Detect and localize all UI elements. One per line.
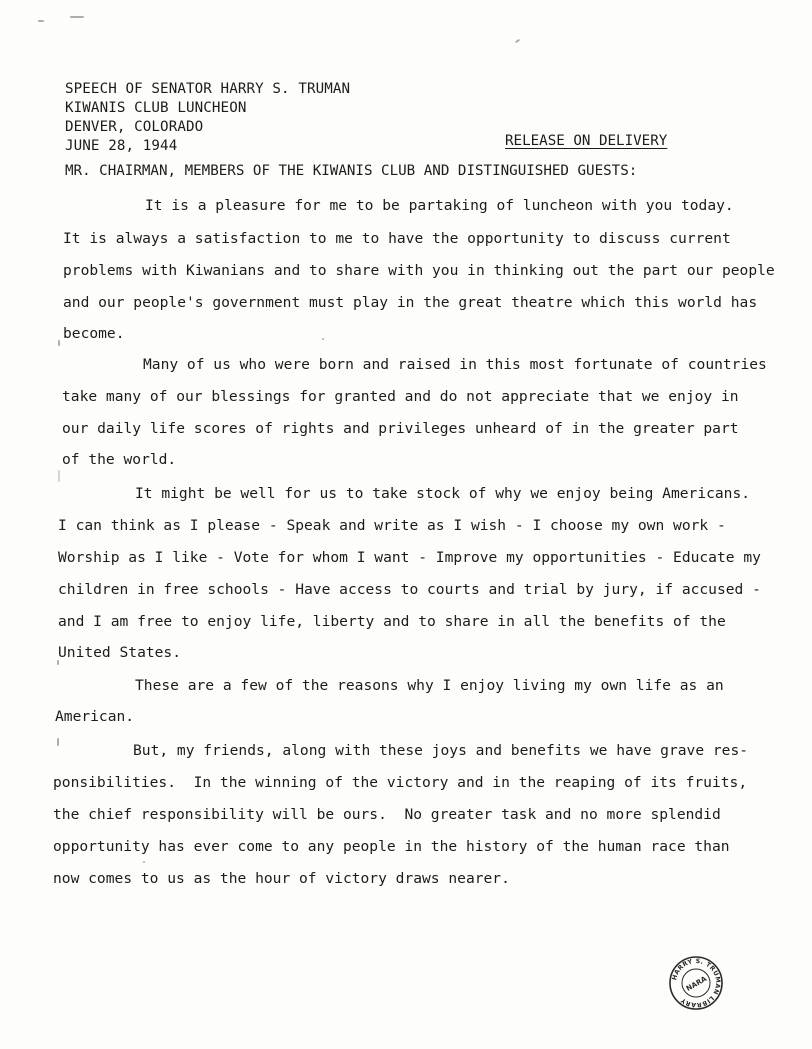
body-line: American. [55, 708, 135, 725]
release-notice: RELEASE ON DELIVERY [505, 133, 668, 149]
header-event: KIWANIS CLUB LUNCHEON [65, 100, 247, 116]
salutation: MR. CHAIRMAN, MEMBERS OF THE KIWANIS CLUB AND DISTINGUISHED GUESTS: [65, 163, 638, 179]
body-line: It might be well for us to take stock of why we enjoy being Americans. [135, 485, 751, 502]
body-line: problems with Kiwanians and to share with you in thinking out the part our people [63, 262, 775, 279]
body-line: take many of our blessings for granted and do not appreciate that we enjoy in [62, 388, 739, 405]
body-line: United States. [58, 644, 182, 661]
header-title: SPEECH OF SENATOR HARRY S. TRUMAN [65, 81, 351, 97]
body-line: Many of us who were born and raised in this most fortunate of countries [143, 356, 767, 373]
body-line: become. [63, 325, 125, 342]
body-line: and our people's government must play in the great theatre which this world has [63, 294, 758, 311]
scan-speck [515, 39, 520, 44]
scan-speck [58, 470, 60, 482]
body-line: now comes to us as the hour of victory draws nearer. [53, 870, 510, 887]
body-line: the chief responsibility will be ours. No greater task and no more splendid [53, 806, 721, 823]
stamp-ring-text: HARRY S. TRUMAN LIBRARY [671, 957, 722, 1009]
body-line: ponsibilities. In the winning of the victory and in the reaping of its fruits, [53, 774, 748, 791]
body-line: Worship as I like - Vote for whom I want - Improve my opportunities - Educate my [58, 549, 761, 566]
document-header [65, 80, 350, 156]
scan-speck [322, 338, 324, 340]
body-line: These are a few of the reasons why I enjoy living my own life as an [135, 677, 724, 694]
library-stamp-icon [668, 955, 724, 1011]
stamp-inner-text: NARA [684, 974, 709, 993]
scan-speck [38, 20, 44, 22]
header-location: DENVER, COLORADO [65, 119, 204, 135]
body-line: our daily life scores of rights and privileges unheard of in the greater part [62, 420, 739, 437]
body-line: It is a pleasure for me to be partaking of luncheon with you today. [145, 197, 734, 214]
scan-speck [57, 738, 59, 746]
header-date: JUNE 28, 1944 [65, 138, 178, 154]
body-line: and I am free to enjoy life, liberty and to share in all the benefits of the [58, 613, 726, 630]
body-line: children in free schools - Have access to courts and trial by jury, if accused - [58, 581, 761, 598]
body-line: of the world. [62, 451, 177, 468]
scan-speck [70, 16, 84, 18]
scan-speck [58, 340, 60, 346]
body-line: But, my friends, along with these joys and benefits we have grave res- [133, 742, 749, 759]
body-line: I can think as I please - Speak and write as I wish - I choose my own work - [58, 517, 726, 534]
scan-speck [143, 861, 145, 863]
body-line: It is always a satisfaction to me to have the opportunity to discuss current [63, 230, 731, 247]
body-line: opportunity has ever come to any people in the history of the human race than [53, 838, 730, 855]
